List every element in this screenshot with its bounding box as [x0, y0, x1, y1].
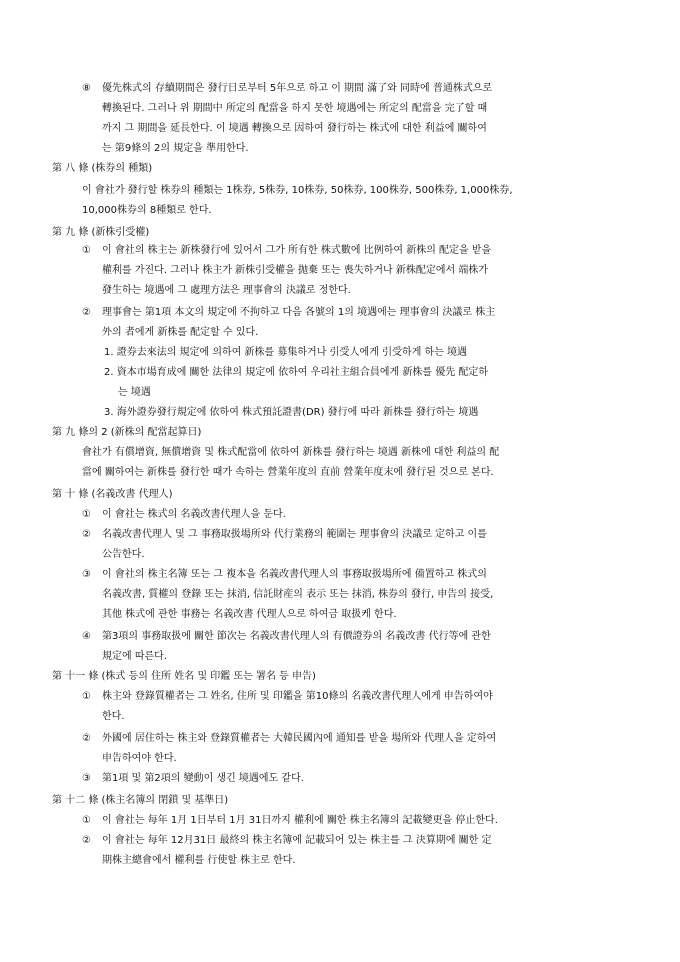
line-text: 이 會社는 每年 12月31日 最終의 株主名簿에 記載되어 있는 株主를 그 決算期에 關한 定	[102, 835, 492, 846]
text-line	[104, 346, 467, 360]
line-text: 한다.	[102, 711, 125, 722]
text-line	[102, 854, 296, 868]
text-line	[82, 630, 491, 644]
text-line	[102, 102, 487, 116]
line-text: 申告하여야 한다.	[102, 753, 177, 764]
text-line	[104, 406, 478, 420]
article-heading	[52, 488, 173, 502]
line-text: 發生하는 境遇에 그 處理方法은 理事會의 決議로 정한다.	[102, 285, 351, 296]
line-text: 株主와 登錄質權者는 그 姓名, 住所 및 印鑑을 第10條의 名義改書代理人에게 申告하여야	[102, 691, 493, 702]
line-text: 第1項 및 第2項의 變動이 생긴 境遇에도 같다.	[102, 773, 304, 784]
text-line	[82, 690, 493, 704]
text-line	[102, 548, 145, 562]
line-text: 까지 그 期間을 延長한다. 이 境遇 轉換으로 因하여 發行하는 株式에 대한 利益에 關하여	[102, 123, 487, 134]
clause-marker: ②	[82, 307, 91, 318]
line-text: 10,000株券의 8種類로 한다.	[82, 205, 212, 216]
clause-marker: ②	[82, 835, 91, 846]
text-line	[82, 568, 487, 582]
text-line	[102, 752, 177, 766]
clause-marker: ②	[82, 529, 91, 540]
line-text: 權利를 가진다. 그러나 株主가 新株引受權을 抛棄 또는 喪失하거나 新株配定에서 端株가	[102, 265, 489, 276]
line-text: 規定에 따른다.	[102, 651, 167, 662]
line-text: 其他 株式에 관한 事務는 名義改書 代理人으로 하여금 取扱케 한다.	[102, 609, 397, 620]
text-line	[102, 650, 167, 664]
article-heading	[52, 226, 149, 240]
article-heading	[52, 162, 152, 176]
text-line	[82, 244, 491, 258]
text-line	[82, 82, 492, 96]
line-text: 會社가 有償增資, 無償增資 및 株式配當에 依하여 新株를 發行하는 境遇 新株에 대한 利益의 配	[82, 447, 500, 458]
article-heading	[52, 426, 201, 440]
line-text: 이 會社는 每年 1月 1日부터 1月 31日까지 權利에 關한 株主名簿의 記載變更을 停止한다.	[102, 815, 498, 826]
text-line	[104, 366, 488, 380]
text-line	[82, 508, 286, 522]
line-text: 3. 海外證券發行規定에 依하여 株式預託證書(DR) 發行에 따라 新株를 發行하는 境遇	[104, 407, 479, 418]
line-text: 第 八 條 (株券의 種類)	[52, 163, 153, 174]
line-text: 第 九 條의 2 (新株의 配當起算日)	[52, 427, 202, 438]
clause-marker: ②	[82, 733, 91, 744]
line-text: 第 九 條 (新株引受權)	[52, 227, 150, 238]
line-text: 當에 關하여는 新株를 發行한 때가 속하는 營業年度의 直前 營業年度末에 發行된 것으로 본다.	[82, 467, 494, 478]
line-text: 期株主總會에서 權利를 行使할 株主로 한다.	[102, 855, 296, 866]
line-text: 이 會社의 株主名簿 또는 그 複本을 名義改書代理人의 事務取扱場所에 備置하고 株式의	[102, 569, 487, 580]
line-text: 이 會社의 株主는 新株發行에 있어서 그가 所有한 株式數에 比例하여 新株의 配定을 받을	[102, 245, 492, 256]
line-text: 이 會社가 發行할 株券의 種類는 1株券, 5株券, 10株券, 50株券, 100株券, 500株券, 1,000株券,	[82, 185, 513, 196]
line-text: 는 第9條의 2의 規定을 準用한다.	[102, 143, 249, 154]
article-heading	[52, 794, 228, 808]
clause-marker: ①	[82, 691, 91, 702]
line-text: 第3項의 事務取扱에 關한 節次는 名義改書代理人의 有價證券의 名義改書 代行等에 관한	[102, 631, 491, 642]
line-text: 名義改書代理人 및 그 事務取扱場所와 代行業務의 範圍는 理事會의 決議로 定하고 이를	[102, 529, 487, 540]
text-line	[82, 466, 494, 480]
clause-marker: ①	[82, 245, 91, 256]
article-heading	[52, 670, 316, 684]
line-text: 第 十二 條 (株主名簿의 閉鎖 및 基準日)	[52, 795, 229, 806]
line-text: 外의 者에게 新株를 配定할 수 있다.	[102, 327, 259, 338]
line-text: 公告한다.	[102, 549, 145, 560]
text-line	[102, 264, 488, 278]
text-line	[102, 326, 258, 340]
line-text: 1. 證券去來法의 規定에 의하여 新株를 募集하거나 引受人에게 引受하게 하는 境遇	[104, 347, 468, 358]
line-text: 轉換된다. 그러나 위 期間中 所定의 配當을 하지 못한 境遇에는 所定의 配當을 完了할 때	[102, 103, 488, 114]
clause-marker: ③	[82, 773, 91, 784]
text-line	[102, 588, 493, 602]
text-line	[102, 284, 351, 298]
text-line	[102, 142, 249, 156]
line-text: 는 境遇	[118, 387, 151, 398]
line-text: 第 十一 條 (株式 등의 住所 姓名 및 印鑑 또는 署名 등 申告)	[52, 671, 316, 682]
text-line	[82, 814, 498, 828]
line-text: 第 十 條 (名義改書 代理人)	[52, 489, 173, 500]
text-line	[82, 446, 499, 460]
text-line	[82, 732, 496, 746]
clause-marker: ⑧	[82, 83, 91, 94]
text-line	[82, 528, 487, 542]
text-line	[82, 204, 212, 218]
text-line	[118, 386, 151, 400]
line-text: 理事會는 第1項 本文의 規定에 不拘하고 다음 各號의 1의 境遇에는 理事會의 決議로 株主	[102, 307, 496, 318]
line-text: 이 會社는 株式의 名義改書代理人을 둔다.	[102, 509, 286, 520]
line-text: 2. 資本市場育成에 關한 法律의 規定에 依하여 우리社主組合員에게 新株를 優先 配定하	[104, 367, 489, 378]
text-line	[102, 608, 397, 622]
text-line	[82, 834, 492, 848]
text-line	[102, 122, 487, 136]
text-line	[82, 184, 513, 198]
line-text: 名義改書, 質權의 登錄 또는 抹消, 信託財産의 表示 또는 抹消, 株券의 發行, 申告의 接受,	[102, 589, 494, 600]
clause-marker: ④	[82, 631, 91, 642]
clause-marker: ①	[82, 815, 91, 826]
text-line	[82, 306, 495, 320]
text-line	[82, 772, 304, 786]
line-text: 外國에 居住하는 株主와 登錄質權者는 大韓民國內에 通知를 받을 場所와 代理人을 定하여	[102, 733, 497, 744]
text-line	[102, 710, 125, 724]
clause-marker: ③	[82, 569, 91, 580]
line-text: 優先株式의 存續期間은 發行日로부터 5年으로 하고 이 期間 滿了와 同時에 普通株式으로	[102, 83, 493, 94]
clause-marker: ①	[82, 509, 91, 520]
